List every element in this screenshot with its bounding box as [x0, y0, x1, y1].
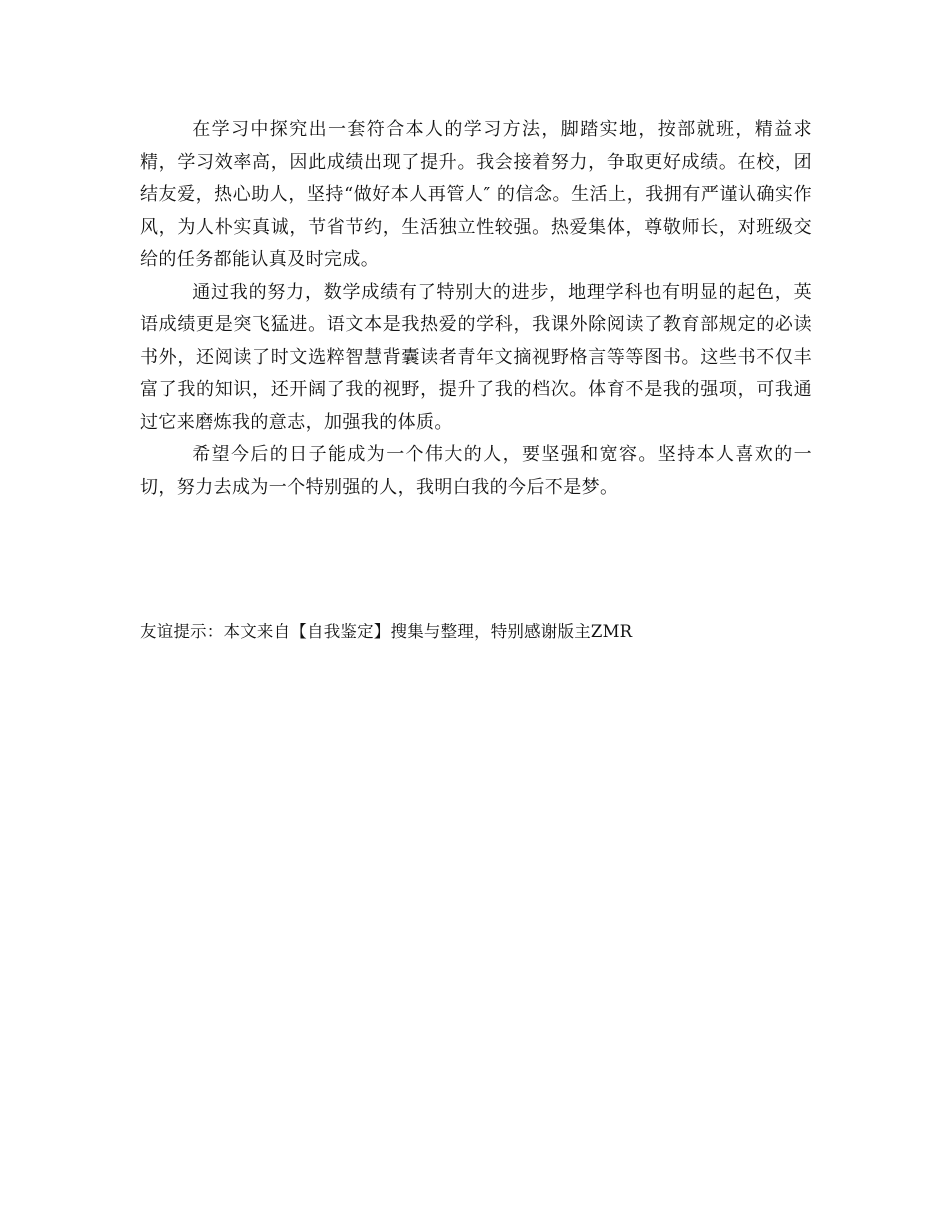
paragraph-progress: 通过我的努力，数学成绩有了特别大的进步，地理学科也有明显的起色，英语成绩更是突飞猛进。语文本是我热爱的学科，我课外除阅读了教育部规定的必读书外，还阅读了时文选粹智慧背囊读者青年文摘视野格言等等图书。这些书不仅丰富了我的知识，还开阔了我的视野，提升了我的档次。体育不是我的强项，可我通过它来磨炼我的意志，加强我的体质。 — [140, 281, 812, 433]
source-note: 友谊提示：本文来自【自我鉴定】搜集与整理，特别感谢版主ZMR — [140, 622, 633, 641]
document-body — [140, 114, 812, 504]
paragraph-study-method: 在学习中探究出一套符合本人的学习方法，脚踏实地，按部就班，精益求精，学习效率高，因此成绩出现了提升。我会接着努力，争取更好成绩。在校，团结友爱，热心助人，坚持“做好本人再管人″ 的信念。生活上，我拥有严谨认确实作风，为人朴实真诚，节省节约，生活独立性较强。热爱集体，尊敬师长，对班级交给的任务都能认真及时完成。 — [140, 119, 812, 270]
paragraph-hope: 希望今后的日子能成为一个伟大的人，要坚强和宽容。坚持本人喜欢的一切，努力去成为一个特别强的人，我明白我的今后不是梦。 — [140, 444, 812, 498]
